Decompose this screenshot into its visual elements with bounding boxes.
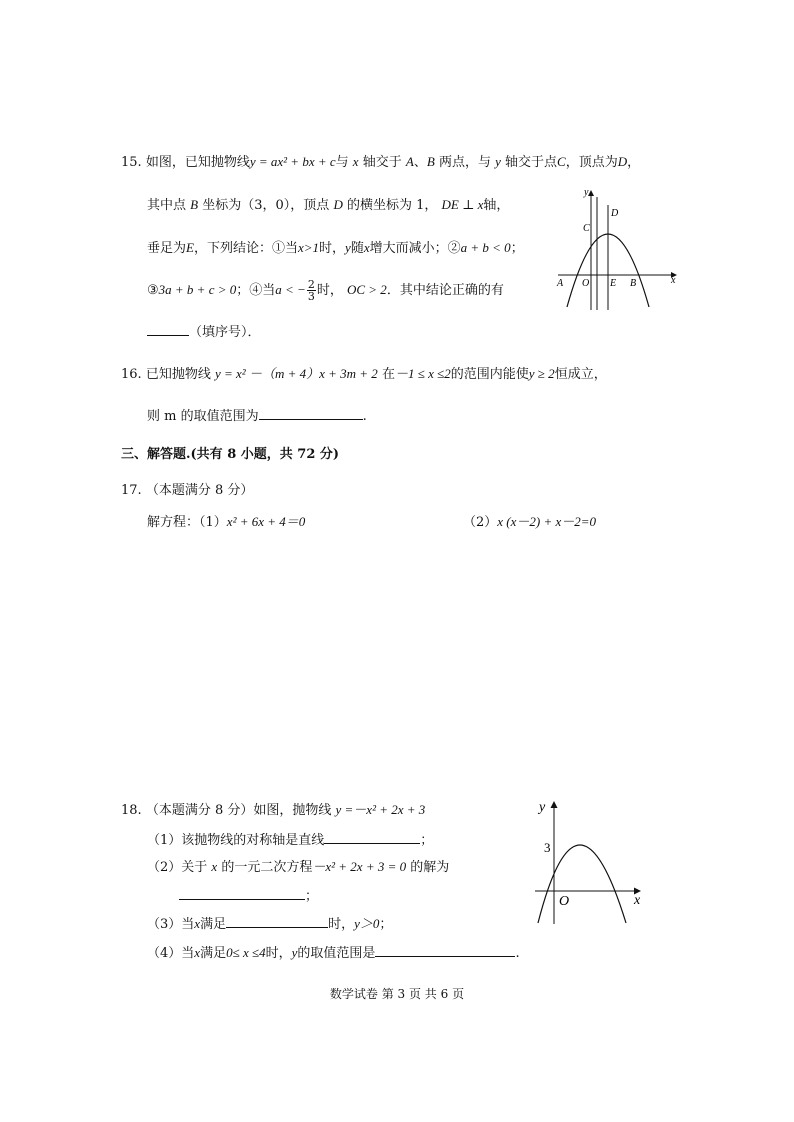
q16-line1: 16. 已知抛物线 y = x² －（m + 4）x + 3m + 2 在－1 ≤ x ≤2的范围内能使y ≥ 2恒成立，	[121, 366, 607, 382]
q18-part3: （3）当x满足 时，y＞0；	[147, 916, 393, 932]
q18-label-y: y	[539, 800, 546, 815]
q15-label-d: D	[611, 208, 619, 219]
q15-line5: （填序号）．	[147, 323, 261, 342]
q18-label-x: x	[634, 893, 641, 908]
q15-line2: 其中点 B 坐标为（3，0），顶点 D 的横坐标为 1， DE ⊥ x轴，	[147, 197, 510, 213]
q18-p3-blank[interactable]	[226, 915, 328, 928]
q18-number: 18.	[121, 803, 142, 818]
q18-label-3: 3	[544, 840, 551, 855]
q18-p4-blank[interactable]	[375, 944, 515, 957]
q17-header: 17. （本题满分 8 分）	[121, 483, 254, 498]
q18-part1: （1）该抛物线的对称轴是直线 ；	[147, 833, 434, 848]
q18-parabola	[538, 845, 626, 923]
q18-p1-blank[interactable]	[324, 831, 420, 844]
q18-part4: （4）当x满足0≤ x ≤4时，y的取值范围是 .	[147, 945, 520, 961]
q15-label-x: x	[671, 275, 676, 286]
q15-number: 15.	[121, 155, 142, 170]
q15-answer-blank[interactable]	[147, 323, 189, 336]
q15-line4: ③3a + b + c > 0；④当a < − $\frac{2}{3}$ 时， OC > 2．其中结论正确的有	[147, 278, 504, 303]
q15-label-a: A	[557, 278, 564, 289]
q18-part2: （2）关于 x 的一元二次方程－x² + 2x + 3 = 0 的解为	[147, 859, 450, 875]
q15-label-y: y	[584, 187, 589, 198]
q15-parabola-graph	[553, 185, 683, 313]
q18-parabola-graph	[530, 797, 648, 927]
q18-part2b: ；	[179, 887, 318, 906]
q18-p2-blank[interactable]	[179, 887, 305, 900]
page-footer: 数学试卷 第 3 页 共 6 页	[329, 987, 465, 1001]
q15-label-o: O	[582, 278, 590, 289]
q15-line3: 垂足为E，下列结论：①当x>1时，y随x增大而减小；②a + b < 0；	[147, 240, 524, 256]
q17-number: 17.	[121, 483, 142, 498]
q15-label-e: E	[610, 278, 617, 289]
q15-line1: 15. 如图，已知抛物线y = ax² + bx + c与 x 轴交于 A、B 两点，与 y 轴交于点C，顶点为D，	[121, 154, 641, 170]
q17-part1: 解方程：（1）x² + 6x + 4＝0	[147, 514, 306, 530]
section3-title: 三、解答题.(共有 8 小题，共 72 分)	[121, 447, 340, 462]
q18-header: 18. （本题满分 8 分）如图，抛物线 y =－x² + 2x + 3	[121, 802, 426, 818]
q17-part2: （2）x (x－2) + x－2=0	[463, 514, 597, 530]
fraction-two-thirds: $\frac{2}{3}$	[307, 278, 315, 303]
q16-number: 16.	[121, 367, 142, 382]
q16-answer-blank[interactable]	[259, 407, 363, 420]
q16-line2: 则 m 的取值范围为 .	[147, 409, 367, 424]
q15-label-c: C	[583, 223, 590, 234]
q15-label-b: B	[630, 278, 637, 289]
q18-label-o: O	[559, 894, 570, 909]
